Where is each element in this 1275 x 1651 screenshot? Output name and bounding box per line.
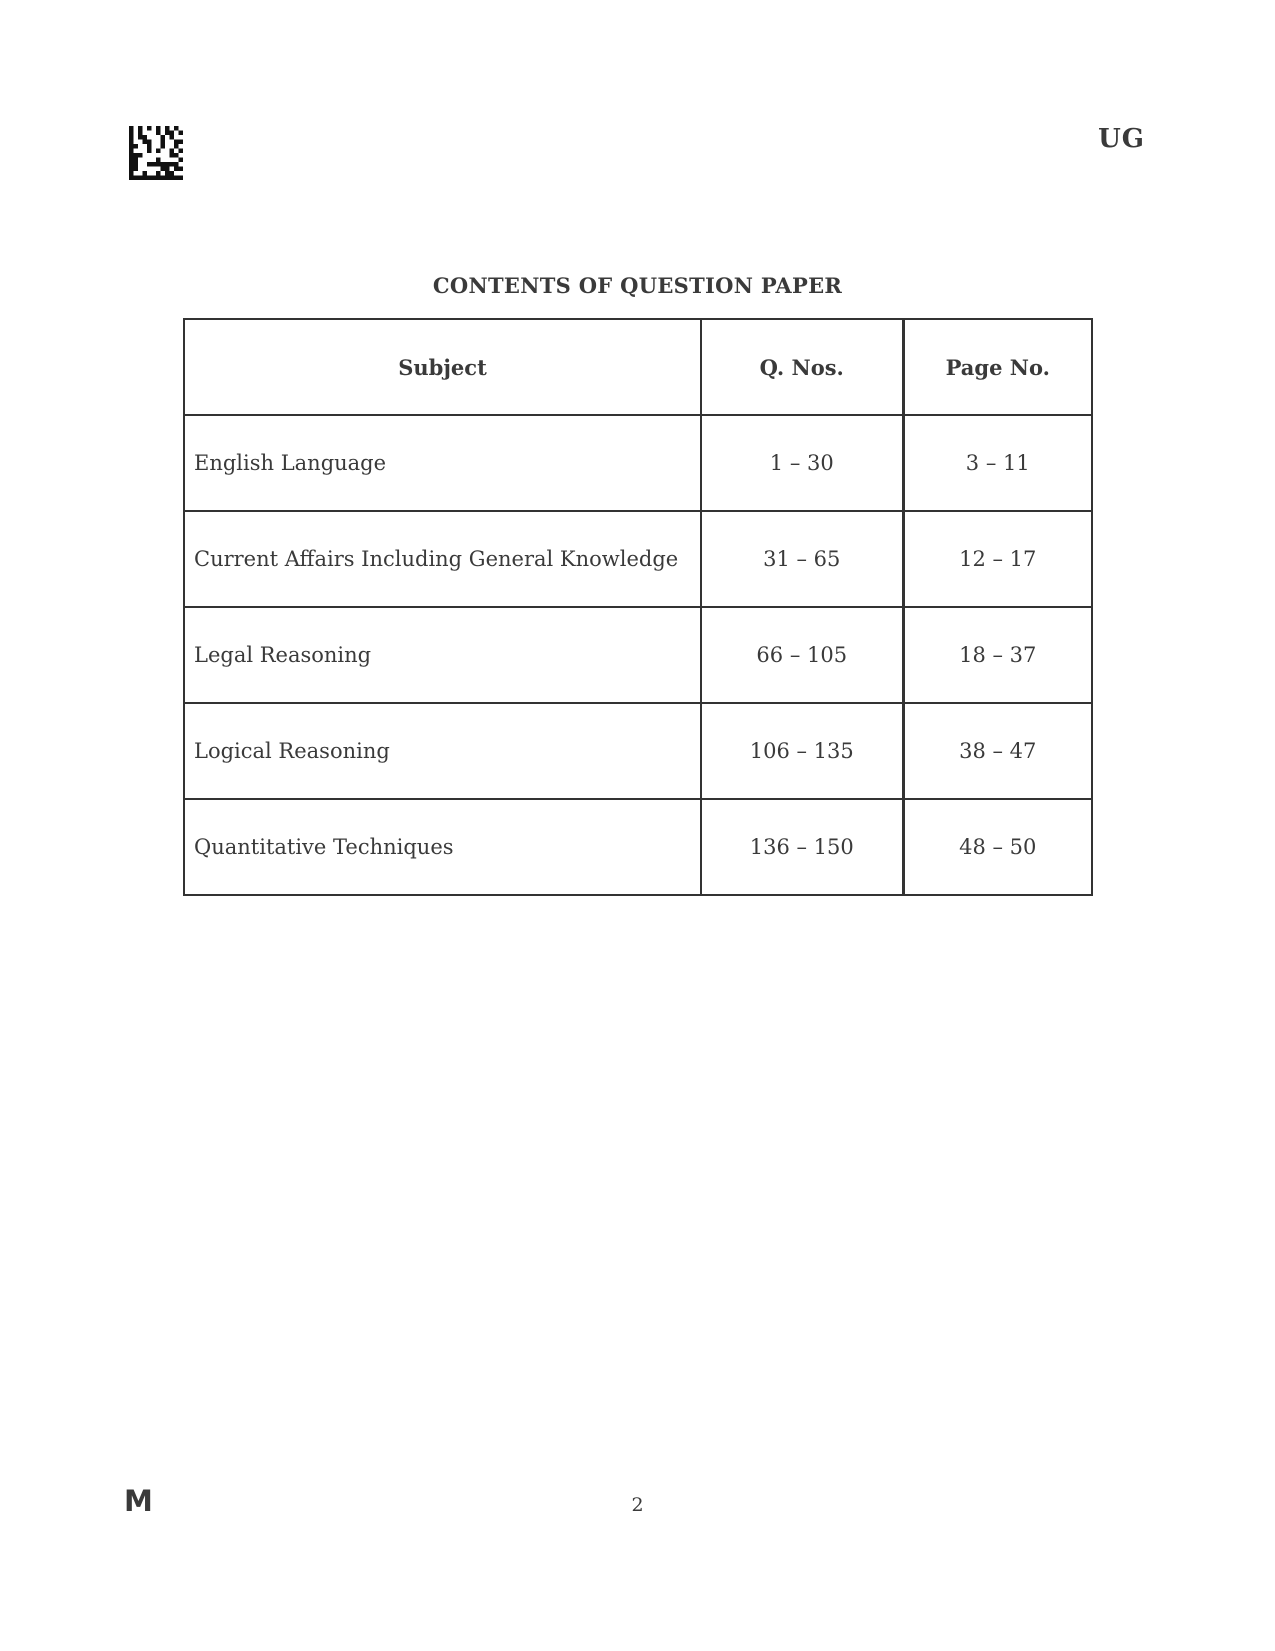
table-row bbox=[184, 703, 1092, 799]
q-nos-cell: 1 – 30 bbox=[701, 415, 903, 511]
column-header-q-nos: Q. Nos. bbox=[701, 319, 903, 415]
q-nos-cell: 31 – 65 bbox=[701, 511, 903, 607]
page-no-cell: 12 – 17 bbox=[903, 511, 1092, 607]
q-nos-cell: 106 – 135 bbox=[701, 703, 903, 799]
subject-cell: English Language bbox=[184, 415, 701, 511]
series-mark: M bbox=[124, 1484, 153, 1518]
subject-cell: Legal Reasoning bbox=[184, 607, 701, 703]
subject-cell: Quantitative Techniques bbox=[184, 799, 701, 895]
page-no-cell: 3 – 11 bbox=[903, 415, 1092, 511]
datamatrix-icon bbox=[129, 126, 183, 180]
table-header-row bbox=[184, 319, 1092, 415]
paper-code: UG bbox=[1098, 124, 1145, 154]
table-row bbox=[184, 799, 1092, 895]
page-no-cell: 18 – 37 bbox=[903, 607, 1092, 703]
page-number: 2 bbox=[631, 1494, 644, 1516]
column-header-subject: Subject bbox=[184, 319, 701, 415]
table-row bbox=[184, 415, 1092, 511]
subject-cell: Current Affairs Including General Knowledge bbox=[184, 511, 701, 607]
subject-cell: Logical Reasoning bbox=[184, 703, 701, 799]
page-title: CONTENTS OF QUESTION PAPER bbox=[432, 273, 843, 298]
column-header-page-no: Page No. bbox=[903, 319, 1092, 415]
q-nos-cell: 66 – 105 bbox=[701, 607, 903, 703]
page-no-cell: 38 – 47 bbox=[903, 703, 1092, 799]
table-row bbox=[184, 511, 1092, 607]
page-no-cell: 48 – 50 bbox=[903, 799, 1092, 895]
q-nos-cell: 136 – 150 bbox=[701, 799, 903, 895]
contents-table bbox=[183, 318, 1093, 896]
table-row bbox=[184, 607, 1092, 703]
